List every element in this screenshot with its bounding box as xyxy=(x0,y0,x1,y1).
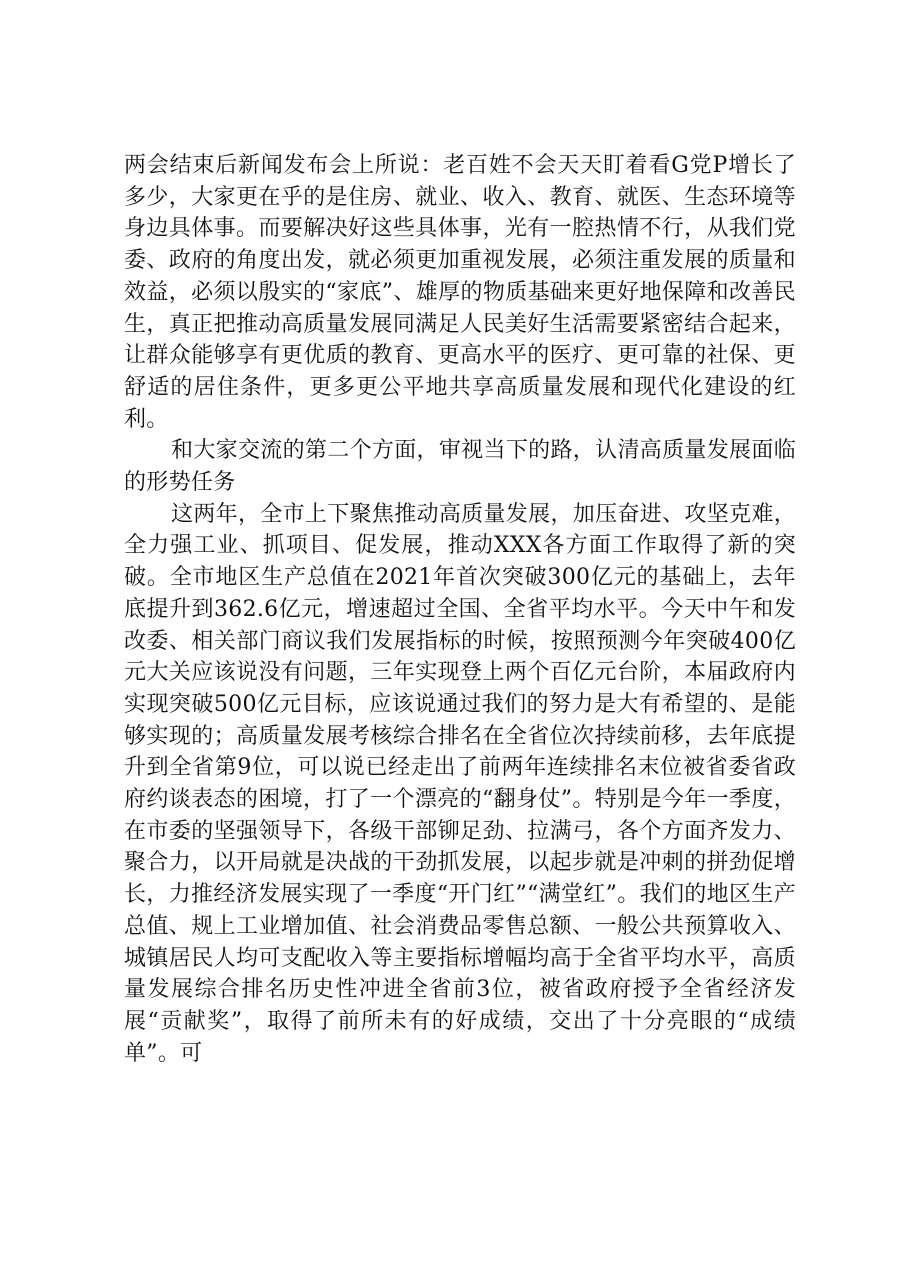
section-heading: 和大家交流的第二个方面，审视当下的路，认清高质量发展面临的形势任务 xyxy=(124,438,796,496)
paragraph-body: 这两年，全市上下聚焦推动高质量发展，加压奋进、攻坚克难，全力强工业、抓项目、促发展，推动XXX各方面工作取得了新的突破。全市地区生产总值在2021年首次突破300亿元的基础上，去年底提升到362.6亿元，增速超过全国、全省平均水平。今天中午和发改委、相关部门商议我们发展指标的时候，按照预测今年突破400亿元大关应该说没有问题，三年实现登上两个百亿元台阶，本届政府内实现突破500亿元目标，应该说通过我们的努力是大有希望的、是能够实现的；高质量发展考核综合排名在全省位次持续前移，去年底提升到全省第9位，可以说已经走出了前两年连续排名末位被省委省政府约谈表态的困境，打了一个漂亮的“翻身仗”。特别是今年一季度，在市委的坚强领导下，各级干部铆足劲、拉满弓，各个方面齐发力、聚合力，以开局就是决战的干劲抓发展，以起步就是冲刺的拼劲促增长，力推经济发展实现了一季度“开门红”“满堂红”。我们的地区生产总值、规上工业增加值、社会消费品零售总额、一般公共预算收入、城镇居民人均可支配收入等主要指标增幅均高于全省平均水平，高质量发展综合排名历史性冲进全省前3位，被省政府授予全省经济发展“贡献奖”，取得了前所未有的好成绩，交出了十分亮眼的“成绩单”。可 xyxy=(124,501,796,1066)
document-page xyxy=(124,150,796,1069)
paragraph-continuation: 两会结束后新闻发布会上所说：老百姓不会天天盯着看G党P增长了多少，大家更在乎的是住房、就业、收入、教育、就医、生态环境等身边具体事。而要解决好这些具体事，光有一腔热情不行，从我们党委、政府的角度出发，就必须更加重视发展，必须注重发展的质量和效益，必须以殷实的“家底”、雄厚的物质基础来更好地保障和改善民生，真正把推动高质量发展同满足人民美好生活需要紧密结合起来，让群众能够享有更优质的教育、更高水平的医疗、更可靠的社保、更舒适的居住条件，更多更公平地共享高质量发展和现代化建设的红利。 xyxy=(124,153,796,432)
